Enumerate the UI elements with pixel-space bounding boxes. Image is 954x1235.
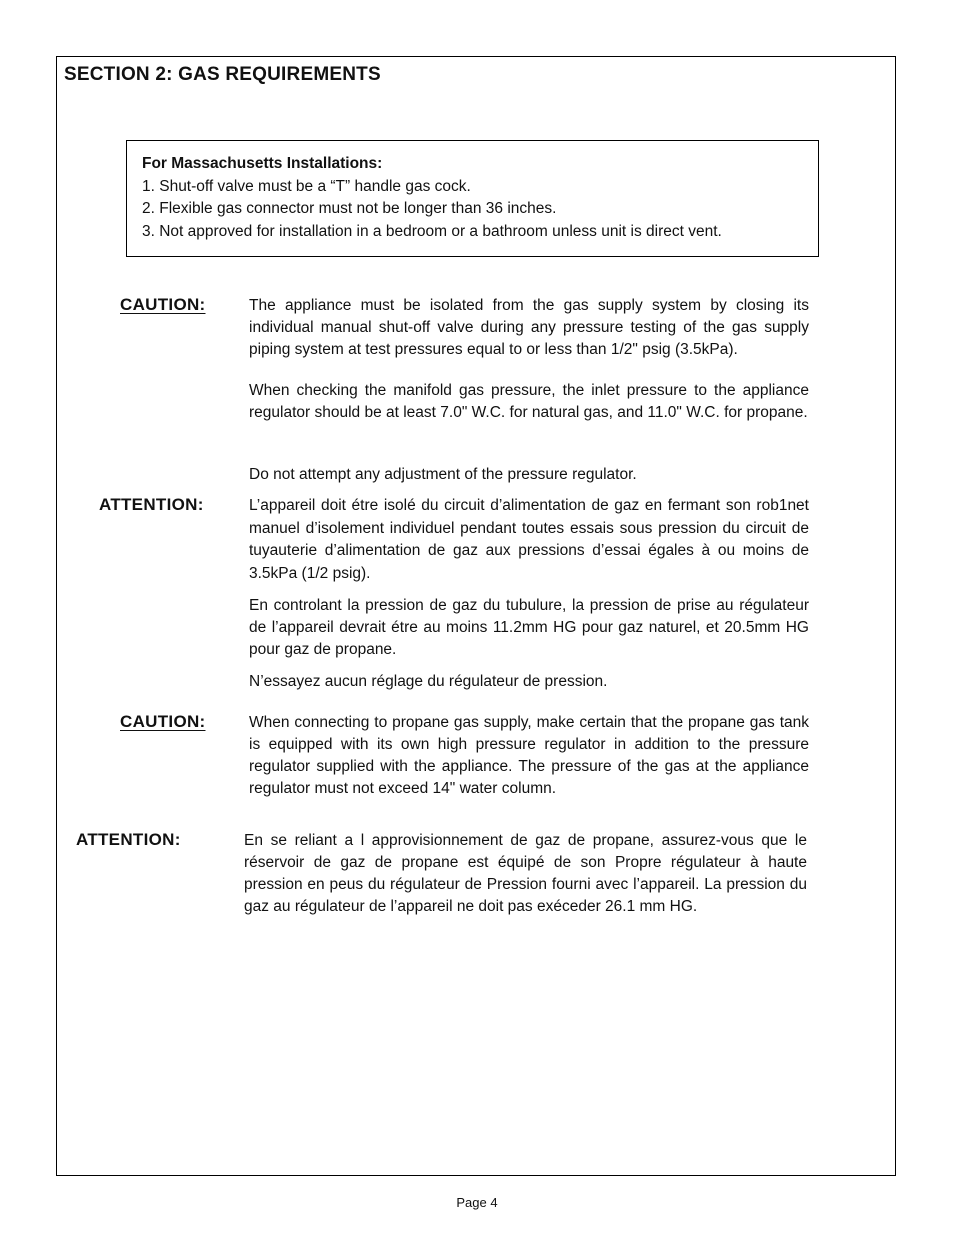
massachusetts-item: 2. Flexible gas connector must not be longer than 36 inches. bbox=[142, 200, 557, 217]
attention-paragraph: En controlant la pression de gaz du tubulure, la pression de prise au régulateur de l’appareil devrait étre au moins 11.2mm HG pour gaz naturel, et 20.5mm HG pour gaz de propane. bbox=[249, 597, 809, 658]
massachusetts-item: 1. Shut-off valve must be a “T” handle gas cock. bbox=[142, 177, 471, 195]
caution-paragraph: When checking the manifold gas pressure, the inlet pressure to the appliance regulator should be at least 7.0" W.C. for natural gas, and 11.0" W.C. for propane. bbox=[249, 382, 809, 421]
massachusetts-notice-box bbox=[126, 140, 819, 257]
massachusetts-heading: For Massachusetts Installations: bbox=[142, 155, 383, 172]
page-number: Page 4 bbox=[456, 1195, 498, 1210]
massachusetts-item: 3. Not approved for installation in a bedroom or a bathroom unless unit is direct vent. bbox=[142, 222, 722, 240]
caution-paragraph: The appliance must be isolated from the gas supply system by closing its individual manual shut-off valve during any pressure testing of the gas supply piping system at test pressures equal to or less than 1/2" psig (3.5kPa). bbox=[249, 297, 809, 358]
caution-paragraph: When connecting to propane gas supply, make certain that the propane gas tank is equipped with its own high pressure regulator in addition to the pressure regulator supplied with the appliance. The pressure of the gas at the appliance regulator must not exceed 14" water column. bbox=[249, 714, 809, 797]
caution-paragraph: Do not attempt any adjustment of the pressure regulator. bbox=[249, 466, 637, 483]
caution-label: CAUTION: bbox=[120, 295, 206, 314]
attention-label: ATTENTION: bbox=[76, 830, 181, 849]
caution-label: CAUTION: bbox=[120, 712, 206, 731]
attention-paragraph: N’essayez aucun réglage du régulateur de pression. bbox=[249, 673, 608, 690]
attention-paragraph: L’appareil doit étre isolé du circuit d’alimentation de gaz en fermant son rob1net manuel d’isolement individuel pendant toutes essais sous pression du circuit de tuyauterie d’alimentation de gaz aux pressions d’essai égales à ou moins de 3.5kPa (1/2 psig). bbox=[249, 497, 809, 582]
attention-paragraph: En se reliant a l approvisionnement de gaz de propane, assurez-vous que le réservoir de gaz de propane est équipé de son Propre régulateur à haute pression en peus du régulateur de Pression fourni avec l’appareil. La pression du gaz au régulateur de l’appareil ne doit pas exéceder 26.1 mm HG. bbox=[244, 832, 807, 915]
attention-label: ATTENTION: bbox=[99, 495, 204, 514]
section-title: SECTION 2: GAS REQUIREMENTS bbox=[64, 64, 381, 85]
